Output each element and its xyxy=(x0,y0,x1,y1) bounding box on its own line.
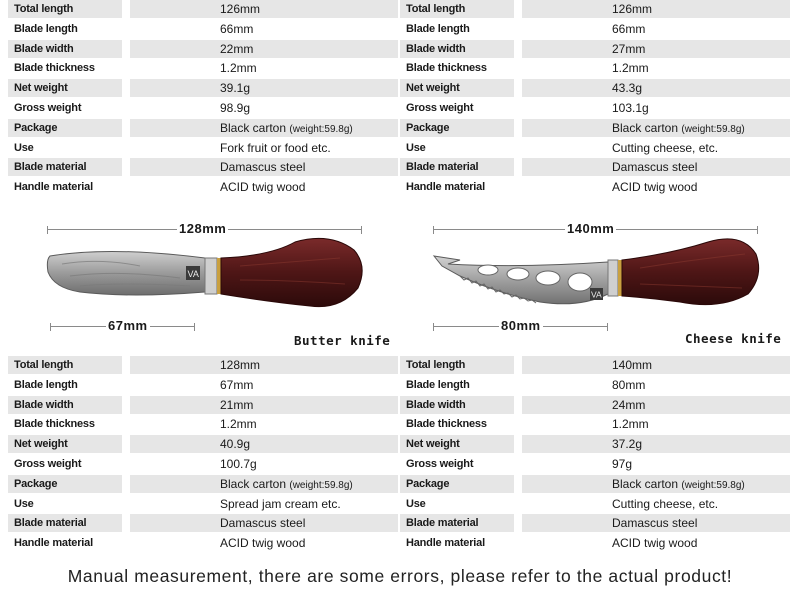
spec-value xyxy=(130,396,398,414)
spec-value-text: 97g xyxy=(612,456,633,471)
spec-value xyxy=(522,178,790,196)
spec-value xyxy=(522,455,790,473)
spec-value-text: Fork fruit or food etc. xyxy=(220,140,331,155)
spec-value-text: Damascus steel xyxy=(612,516,698,531)
spec-value xyxy=(522,495,790,513)
table-row xyxy=(400,435,790,453)
table-row xyxy=(400,514,790,532)
table-row xyxy=(400,59,790,77)
spec-label: Blade thickness xyxy=(8,59,122,77)
spec-value-text: ACID twig wood xyxy=(220,180,306,195)
spec-value-text: 126mm xyxy=(220,2,261,16)
spec-value xyxy=(130,79,398,97)
table-row xyxy=(400,396,790,414)
butter-knife-bolster xyxy=(205,258,217,294)
spec-label: Blade length xyxy=(8,20,122,38)
table-row xyxy=(8,178,398,196)
spec-label: Gross weight xyxy=(8,455,122,473)
cheese-knife-image xyxy=(430,236,765,318)
spec-label: Use xyxy=(400,495,514,513)
spec-value-text: ACID twig wood xyxy=(612,180,698,195)
spec-label: Handle material xyxy=(400,534,514,552)
table-row xyxy=(8,119,398,137)
spec-value-text: 1.2mm xyxy=(220,61,257,76)
spec-value-note: (weight:59.8g) xyxy=(681,479,745,491)
spec-value xyxy=(522,376,790,394)
table-row xyxy=(8,534,398,552)
spec-value-text: Damascus steel xyxy=(220,516,306,531)
table-row xyxy=(8,396,398,414)
spec-value xyxy=(130,415,398,433)
blade-length-label: 80mm xyxy=(501,318,541,333)
spec-value-text: 24mm xyxy=(612,397,646,412)
total-length-label: 128mm xyxy=(179,221,227,236)
spec-label: Blade length xyxy=(8,376,122,394)
spec-value xyxy=(522,514,790,532)
table-row xyxy=(8,376,398,394)
table-row xyxy=(400,356,790,374)
spec-value xyxy=(130,435,398,453)
spec-label: Blade thickness xyxy=(400,415,514,433)
butter-knife-name: Butter knife xyxy=(294,333,391,348)
spec-label: Net weight xyxy=(8,79,122,97)
spec-label: Blade width xyxy=(400,40,514,58)
spec-value-text: 27mm xyxy=(612,41,646,56)
spec-label: Handle material xyxy=(8,534,122,552)
table-row xyxy=(400,178,790,196)
spec-label: Gross weight xyxy=(400,99,514,117)
spec-label: Total length xyxy=(8,356,122,374)
spec-label: Handle material xyxy=(8,178,122,196)
table-row xyxy=(400,40,790,58)
spec-value-text: Cutting cheese, etc. xyxy=(612,496,719,511)
spec-value xyxy=(130,99,398,117)
spec-value xyxy=(522,415,790,433)
spec-value-text: 39.1g xyxy=(220,81,251,96)
table-row xyxy=(400,119,790,137)
spec-label: Gross weight xyxy=(8,99,122,117)
spec-label: Gross weight xyxy=(400,455,514,473)
table-row xyxy=(8,495,398,513)
blade-hole xyxy=(568,273,592,291)
blade-hole xyxy=(536,271,560,285)
spec-value xyxy=(522,99,790,117)
spec-value-text: 66mm xyxy=(612,21,646,36)
spec-value-text: ACID twig wood xyxy=(220,536,306,551)
table-row xyxy=(8,0,398,18)
spec-table-bottom-left xyxy=(8,356,398,554)
spec-value xyxy=(130,0,398,18)
cheese-knife-handle xyxy=(622,239,759,305)
table-row xyxy=(400,534,790,552)
table-row xyxy=(8,79,398,97)
spec-value-text: ACID twig wood xyxy=(612,536,698,551)
spec-label: Blade material xyxy=(400,158,514,176)
spec-label: Blade length xyxy=(400,20,514,38)
spec-value-text: 128mm xyxy=(220,358,261,372)
spec-label: Blade width xyxy=(8,40,122,58)
spec-label: Net weight xyxy=(400,79,514,97)
blade-hole xyxy=(507,268,529,280)
spec-value-text: 40.9g xyxy=(220,437,251,452)
spec-value-text: 80mm xyxy=(612,377,646,392)
spec-label: Use xyxy=(400,139,514,157)
table-row xyxy=(400,99,790,117)
spec-value xyxy=(130,40,398,58)
spec-value-text: Black carton xyxy=(612,476,682,491)
spec-value-text: 1.2mm xyxy=(612,61,649,76)
spec-value xyxy=(130,475,398,493)
table-row xyxy=(8,475,398,493)
spec-label: Package xyxy=(8,475,122,493)
spec-label: Handle material xyxy=(400,178,514,196)
spec-label: Package xyxy=(8,119,122,137)
spec-value-text: 100.7g xyxy=(220,456,257,471)
table-row xyxy=(400,455,790,473)
spec-label: Net weight xyxy=(400,435,514,453)
spec-value xyxy=(522,435,790,453)
spec-value-note: (weight:59.8g) xyxy=(289,479,353,491)
table-row xyxy=(8,20,398,38)
spec-value-text: Black carton xyxy=(612,120,682,135)
spec-value xyxy=(130,59,398,77)
spec-value xyxy=(130,119,398,137)
table-row xyxy=(400,158,790,176)
table-row xyxy=(8,139,398,157)
spec-label: Total length xyxy=(8,0,122,18)
spec-table-bottom-right xyxy=(400,356,790,554)
spec-value-text: 126mm xyxy=(612,2,653,16)
spec-value-text: 22mm xyxy=(220,41,254,56)
spec-value-text: Black carton xyxy=(220,476,290,491)
spec-label: Blade material xyxy=(400,514,514,532)
spec-label: Total length xyxy=(400,0,514,18)
spec-value xyxy=(522,139,790,157)
table-row xyxy=(8,356,398,374)
logo-text: VA xyxy=(187,269,199,279)
spec-label: Package xyxy=(400,119,514,137)
spec-value xyxy=(130,376,398,394)
spec-value xyxy=(522,20,790,38)
spec-label: Blade material xyxy=(8,158,122,176)
table-row xyxy=(400,495,790,513)
spec-value xyxy=(522,0,790,18)
table-row xyxy=(400,376,790,394)
table-row xyxy=(8,40,398,58)
spec-label: Blade thickness xyxy=(8,415,122,433)
spec-value xyxy=(130,356,398,374)
spec-value xyxy=(522,475,790,493)
table-row xyxy=(8,455,398,473)
spec-label: Use xyxy=(8,139,122,157)
spec-value xyxy=(522,119,790,137)
spec-value xyxy=(130,178,398,196)
spec-label: Blade material xyxy=(8,514,122,532)
blade-length-label: 67mm xyxy=(108,318,148,333)
spec-value-text: 98.9g xyxy=(220,100,251,115)
table-row xyxy=(8,514,398,532)
spec-label: Use xyxy=(8,495,122,513)
total-length-label: 140mm xyxy=(567,221,615,236)
spec-value-text: Cutting cheese, etc. xyxy=(612,140,719,155)
spec-value xyxy=(522,356,790,374)
spec-label: Blade width xyxy=(8,396,122,414)
spec-value-text: Damascus steel xyxy=(220,160,306,175)
spec-value-text: 43.3g xyxy=(612,81,643,96)
spec-value-text: 21mm xyxy=(220,397,254,412)
spec-value xyxy=(522,79,790,97)
table-row xyxy=(400,415,790,433)
spec-value-text: 140mm xyxy=(612,358,653,372)
spec-value xyxy=(130,534,398,552)
logo-text: VA xyxy=(591,289,602,300)
spec-value-text: 103.1g xyxy=(612,100,649,115)
spec-label: Net weight xyxy=(8,435,122,453)
spec-value xyxy=(522,534,790,552)
spec-value xyxy=(130,20,398,38)
table-row xyxy=(400,475,790,493)
spec-value-note: (weight:59.8g) xyxy=(681,123,745,135)
spec-value xyxy=(130,139,398,157)
spec-value xyxy=(130,495,398,513)
table-row xyxy=(400,139,790,157)
spec-value-text: 67mm xyxy=(220,377,254,392)
cheese-knife-bolster xyxy=(608,260,618,296)
spec-value xyxy=(130,455,398,473)
table-row xyxy=(400,0,790,18)
spec-value xyxy=(130,514,398,532)
butter-knife-handle xyxy=(221,238,362,306)
spec-value xyxy=(522,40,790,58)
spec-value-text: 37.2g xyxy=(612,437,643,452)
cheese-knife-name: Cheese knife xyxy=(685,331,782,346)
spec-value xyxy=(522,396,790,414)
table-row xyxy=(8,435,398,453)
spec-value-text: Spread jam cream etc. xyxy=(220,496,341,511)
spec-value-text: Black carton xyxy=(220,120,290,135)
blade-hole xyxy=(478,265,498,275)
spec-value xyxy=(522,158,790,176)
spec-table-top-right xyxy=(400,0,790,198)
table-row xyxy=(8,99,398,117)
spec-value-note: (weight:59.8g) xyxy=(289,123,353,135)
spec-value-text: 66mm xyxy=(220,21,254,36)
table-row xyxy=(8,158,398,176)
spec-label: Blade length xyxy=(400,376,514,394)
spec-value xyxy=(130,158,398,176)
spec-label: Package xyxy=(400,475,514,493)
table-row xyxy=(8,59,398,77)
spec-label: Blade thickness xyxy=(400,59,514,77)
table-row xyxy=(8,415,398,433)
spec-table-top-left xyxy=(8,0,398,198)
spec-label: Total length xyxy=(400,356,514,374)
spec-value xyxy=(522,59,790,77)
spec-value-text: 1.2mm xyxy=(612,417,649,432)
spec-label: Blade width xyxy=(400,396,514,414)
spec-value-text: Damascus steel xyxy=(612,160,698,175)
butter-knife-image xyxy=(40,236,370,318)
table-row xyxy=(400,20,790,38)
table-row xyxy=(400,79,790,97)
footer-disclaimer: Manual measurement, there are some errors, please refer to the actual product! xyxy=(67,566,733,586)
spec-value-text: 1.2mm xyxy=(220,417,257,432)
